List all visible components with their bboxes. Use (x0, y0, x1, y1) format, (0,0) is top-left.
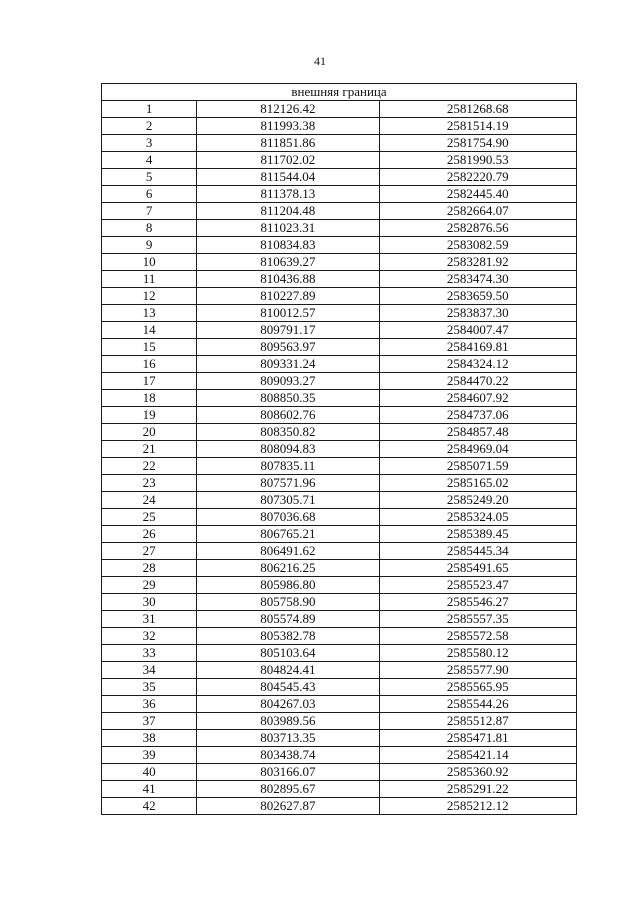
y-coordinate-cell: 2585360.92 (379, 764, 576, 781)
point-number-cell: 31 (102, 611, 197, 628)
y-coordinate-cell: 2585572.58 (379, 628, 576, 645)
point-number-cell: 37 (102, 713, 197, 730)
y-coordinate-cell: 2583474.30 (379, 271, 576, 288)
x-coordinate-cell: 804545.43 (197, 679, 379, 696)
x-coordinate-cell: 807036.68 (197, 509, 379, 526)
x-coordinate-cell: 811851.86 (197, 135, 379, 152)
x-coordinate-cell: 806216.25 (197, 560, 379, 577)
table-row (102, 424, 577, 441)
x-coordinate-cell: 802627.87 (197, 798, 379, 815)
x-coordinate-cell: 810012.57 (197, 305, 379, 322)
point-number-cell: 14 (102, 322, 197, 339)
table-row (102, 169, 577, 186)
table-row (102, 781, 577, 798)
point-number-cell: 24 (102, 492, 197, 509)
x-coordinate-cell: 805574.89 (197, 611, 379, 628)
point-number-cell: 30 (102, 594, 197, 611)
y-coordinate-cell: 2584007.47 (379, 322, 576, 339)
point-number-cell: 16 (102, 356, 197, 373)
table-row (102, 152, 577, 169)
x-coordinate-cell: 812126.42 (197, 101, 379, 118)
y-coordinate-cell: 2585512.87 (379, 713, 576, 730)
table-caption-row (102, 84, 577, 101)
y-coordinate-cell: 2584857.48 (379, 424, 576, 441)
y-coordinate-cell: 2585212.12 (379, 798, 576, 815)
y-coordinate-cell: 2585565.95 (379, 679, 576, 696)
x-coordinate-cell: 805986.80 (197, 577, 379, 594)
x-coordinate-cell: 810834.83 (197, 237, 379, 254)
table-row (102, 475, 577, 492)
y-coordinate-cell: 2584169.81 (379, 339, 576, 356)
x-coordinate-cell: 804267.03 (197, 696, 379, 713)
y-coordinate-cell: 2582445.40 (379, 186, 576, 203)
y-coordinate-cell: 2585249.20 (379, 492, 576, 509)
point-number-cell: 8 (102, 220, 197, 237)
x-coordinate-cell: 805758.90 (197, 594, 379, 611)
x-coordinate-cell: 805103.64 (197, 645, 379, 662)
point-number-cell: 36 (102, 696, 197, 713)
table-row (102, 577, 577, 594)
table-row (102, 628, 577, 645)
point-number-cell: 1 (102, 101, 197, 118)
table-row (102, 696, 577, 713)
x-coordinate-cell: 807835.11 (197, 458, 379, 475)
y-coordinate-cell: 2582664.07 (379, 203, 576, 220)
point-number-cell: 38 (102, 730, 197, 747)
table-row (102, 288, 577, 305)
point-number-cell: 32 (102, 628, 197, 645)
table-row (102, 407, 577, 424)
table-row (102, 747, 577, 764)
point-number-cell: 2 (102, 118, 197, 135)
point-number-cell: 23 (102, 475, 197, 492)
y-coordinate-cell: 2585445.34 (379, 543, 576, 560)
y-coordinate-cell: 2583281.92 (379, 254, 576, 271)
y-coordinate-cell: 2585580.12 (379, 645, 576, 662)
point-number-cell: 29 (102, 577, 197, 594)
point-number-cell: 40 (102, 764, 197, 781)
table-row (102, 611, 577, 628)
y-coordinate-cell: 2583837.30 (379, 305, 576, 322)
point-number-cell: 20 (102, 424, 197, 441)
point-number-cell: 17 (102, 373, 197, 390)
point-number-cell: 10 (102, 254, 197, 271)
y-coordinate-cell: 2584969.04 (379, 441, 576, 458)
y-coordinate-cell: 2585165.02 (379, 475, 576, 492)
point-number-cell: 5 (102, 169, 197, 186)
x-coordinate-cell: 805382.78 (197, 628, 379, 645)
x-coordinate-cell: 811702.02 (197, 152, 379, 169)
x-coordinate-cell: 806765.21 (197, 526, 379, 543)
x-coordinate-cell: 809331.24 (197, 356, 379, 373)
point-number-cell: 4 (102, 152, 197, 169)
table-row (102, 730, 577, 747)
y-coordinate-cell: 2585421.14 (379, 747, 576, 764)
coordinates-table (101, 83, 577, 815)
table-row (102, 441, 577, 458)
table-row (102, 458, 577, 475)
point-number-cell: 13 (102, 305, 197, 322)
point-number-cell: 42 (102, 798, 197, 815)
y-coordinate-cell: 2582876.56 (379, 220, 576, 237)
table-row (102, 594, 577, 611)
point-number-cell: 11 (102, 271, 197, 288)
table-row (102, 305, 577, 322)
y-coordinate-cell: 2585523.47 (379, 577, 576, 594)
x-coordinate-cell: 804824.41 (197, 662, 379, 679)
x-coordinate-cell: 808094.83 (197, 441, 379, 458)
x-coordinate-cell: 811204.48 (197, 203, 379, 220)
x-coordinate-cell: 808850.35 (197, 390, 379, 407)
y-coordinate-cell: 2585389.45 (379, 526, 576, 543)
table-row (102, 645, 577, 662)
x-coordinate-cell: 807571.96 (197, 475, 379, 492)
x-coordinate-cell: 803713.35 (197, 730, 379, 747)
table-row (102, 492, 577, 509)
y-coordinate-cell: 2583659.50 (379, 288, 576, 305)
point-number-cell: 33 (102, 645, 197, 662)
y-coordinate-cell: 2584607.92 (379, 390, 576, 407)
point-number-cell: 21 (102, 441, 197, 458)
table-row (102, 101, 577, 118)
x-coordinate-cell: 811993.38 (197, 118, 379, 135)
x-coordinate-cell: 811023.31 (197, 220, 379, 237)
point-number-cell: 15 (102, 339, 197, 356)
table-row (102, 339, 577, 356)
y-coordinate-cell: 2582220.79 (379, 169, 576, 186)
y-coordinate-cell: 2581754.90 (379, 135, 576, 152)
table-body (102, 84, 577, 815)
point-number-cell: 6 (102, 186, 197, 203)
table-row (102, 509, 577, 526)
point-number-cell: 28 (102, 560, 197, 577)
x-coordinate-cell: 807305.71 (197, 492, 379, 509)
table-row (102, 373, 577, 390)
table-row (102, 390, 577, 407)
table-row (102, 662, 577, 679)
y-coordinate-cell: 2581268.68 (379, 101, 576, 118)
table-row (102, 560, 577, 577)
table-row (102, 237, 577, 254)
y-coordinate-cell: 2585471.81 (379, 730, 576, 747)
y-coordinate-cell: 2585291.22 (379, 781, 576, 798)
x-coordinate-cell: 806491.62 (197, 543, 379, 560)
point-number-cell: 22 (102, 458, 197, 475)
table-row (102, 679, 577, 696)
x-coordinate-cell: 803438.74 (197, 747, 379, 764)
table-row (102, 543, 577, 560)
y-coordinate-cell: 2585577.90 (379, 662, 576, 679)
point-number-cell: 25 (102, 509, 197, 526)
table-row (102, 135, 577, 152)
table-row (102, 713, 577, 730)
x-coordinate-cell: 803989.56 (197, 713, 379, 730)
point-number-cell: 3 (102, 135, 197, 152)
x-coordinate-cell: 808602.76 (197, 407, 379, 424)
table-row (102, 271, 577, 288)
x-coordinate-cell: 810227.89 (197, 288, 379, 305)
x-coordinate-cell: 803166.07 (197, 764, 379, 781)
table-row (102, 764, 577, 781)
x-coordinate-cell: 809791.17 (197, 322, 379, 339)
point-number-cell: 35 (102, 679, 197, 696)
page-number: 41 (314, 54, 326, 68)
y-coordinate-cell: 2585491.65 (379, 560, 576, 577)
table-caption: внешняя граница (102, 84, 577, 101)
point-number-cell: 41 (102, 781, 197, 798)
table-row (102, 356, 577, 373)
y-coordinate-cell: 2585557.35 (379, 611, 576, 628)
point-number-cell: 34 (102, 662, 197, 679)
point-number-cell: 18 (102, 390, 197, 407)
x-coordinate-cell: 811544.04 (197, 169, 379, 186)
x-coordinate-cell: 811378.13 (197, 186, 379, 203)
table-row (102, 118, 577, 135)
x-coordinate-cell: 809563.97 (197, 339, 379, 356)
point-number-cell: 19 (102, 407, 197, 424)
point-number-cell: 26 (102, 526, 197, 543)
x-coordinate-cell: 802895.67 (197, 781, 379, 798)
point-number-cell: 7 (102, 203, 197, 220)
point-number-cell: 12 (102, 288, 197, 305)
y-coordinate-cell: 2585324.05 (379, 509, 576, 526)
table-row (102, 203, 577, 220)
table-row (102, 526, 577, 543)
point-number-cell: 39 (102, 747, 197, 764)
x-coordinate-cell: 810639.27 (197, 254, 379, 271)
table-row (102, 186, 577, 203)
x-coordinate-cell: 808350.82 (197, 424, 379, 441)
y-coordinate-cell: 2581514.19 (379, 118, 576, 135)
y-coordinate-cell: 2584737.06 (379, 407, 576, 424)
table-row (102, 322, 577, 339)
point-number-cell: 9 (102, 237, 197, 254)
y-coordinate-cell: 2585071.59 (379, 458, 576, 475)
x-coordinate-cell: 809093.27 (197, 373, 379, 390)
y-coordinate-cell: 2584470.22 (379, 373, 576, 390)
table-row (102, 254, 577, 271)
y-coordinate-cell: 2585546.27 (379, 594, 576, 611)
y-coordinate-cell: 2581990.53 (379, 152, 576, 169)
table-row (102, 220, 577, 237)
table-row (102, 798, 577, 815)
y-coordinate-cell: 2584324.12 (379, 356, 576, 373)
y-coordinate-cell: 2583082.59 (379, 237, 576, 254)
point-number-cell: 27 (102, 543, 197, 560)
y-coordinate-cell: 2585544.26 (379, 696, 576, 713)
x-coordinate-cell: 810436.88 (197, 271, 379, 288)
